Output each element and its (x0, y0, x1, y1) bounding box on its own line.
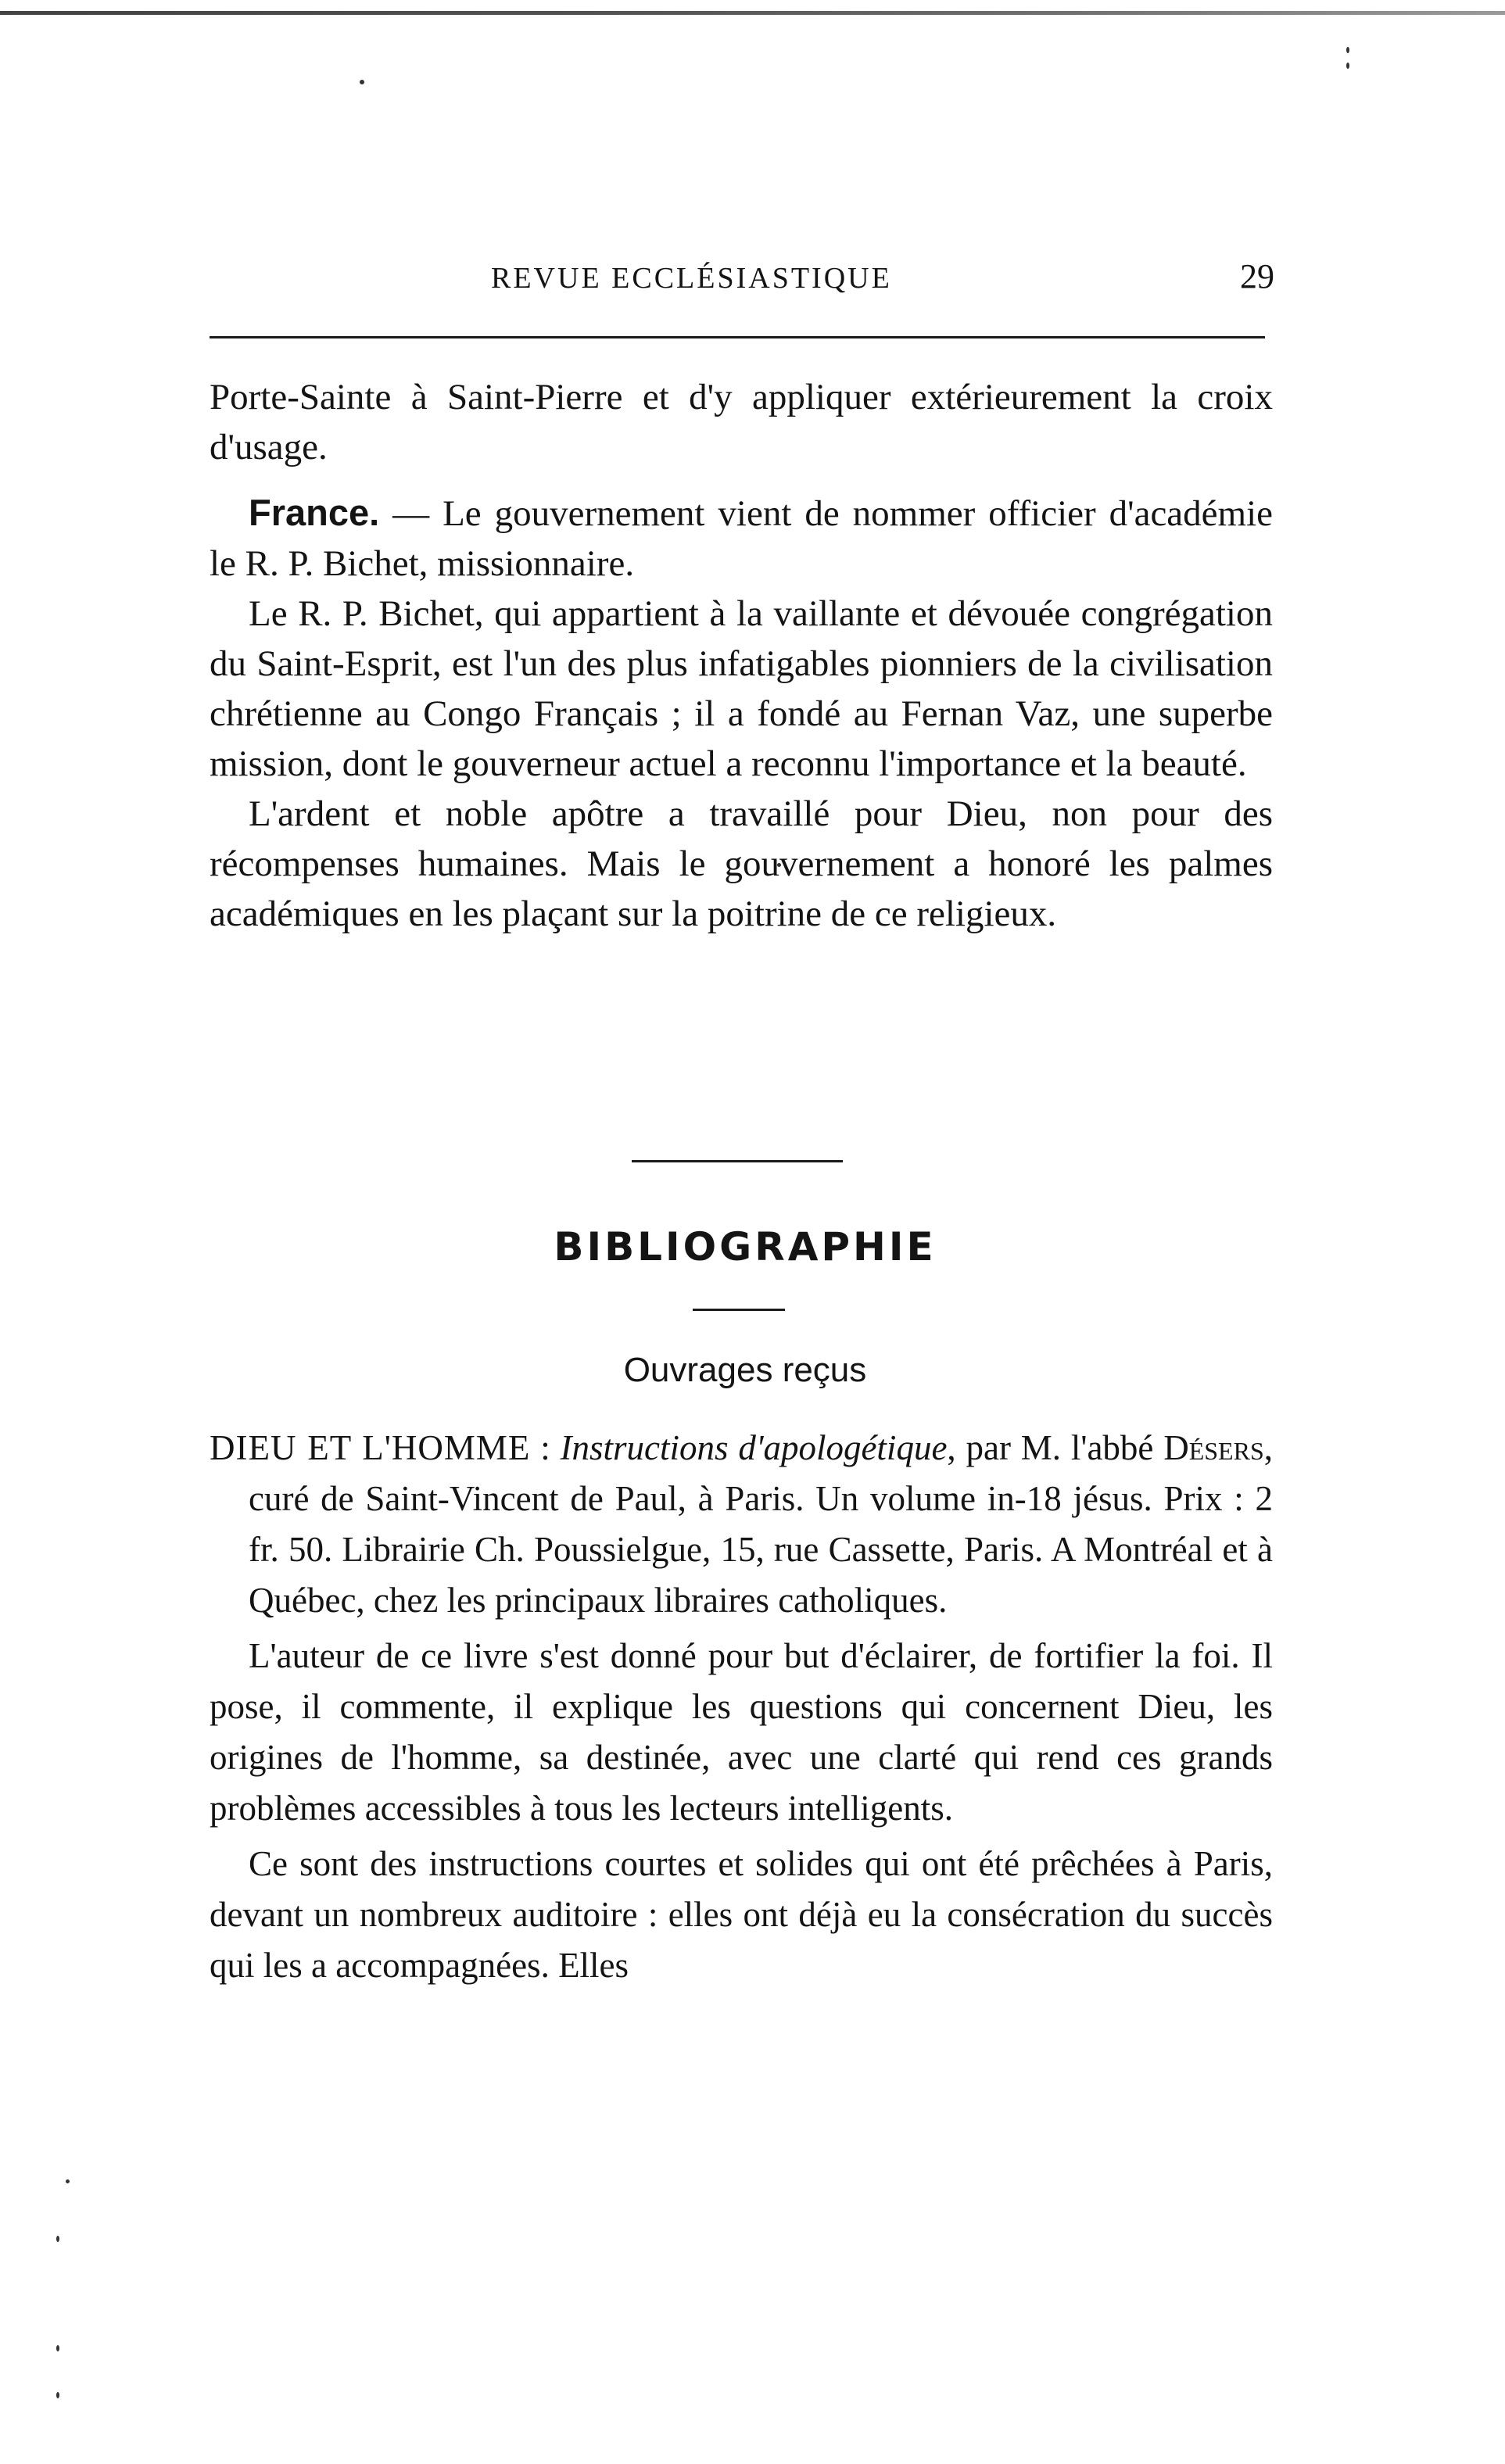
review-paragraph: L'auteur de ce livre s'est donné pour but d'éclairer, de fortifier la foi. Il pose, il commente, il explique les questions qui concernent Dieu, les origines de l'homme, sa destinée, avec une clarté qui rend ces grands problèmes accessibles à tous les lecteurs intelligents. (210, 1636, 1273, 1828)
scan-top-edge (0, 11, 1505, 15)
entry-by: , par M. l'abbé (947, 1428, 1164, 1467)
section-title: BIBLIOGRAPHIE (554, 1224, 937, 1270)
entry-colon: : (530, 1428, 561, 1467)
title-underline-rule (693, 1309, 785, 1311)
paragraph-france (210, 488, 1273, 589)
page-number: 29 (1240, 257, 1274, 295)
section-separator-rule (632, 1160, 843, 1162)
section-subtitle: Ouvrages reçus (623, 1351, 867, 1389)
bibliography-section (210, 1423, 1273, 1991)
running-head (210, 256, 1281, 303)
news-section (210, 372, 1273, 939)
scan-speck (1346, 47, 1349, 53)
paragraph-apostle: L'ardent et noble apôtre a travaillé pour Dieu, non pour des récompenses humaines. Mais le gouvernement a honoré les palmes académiques en les plaçant sur la poitrine de ce religieux. (210, 793, 1273, 934)
header-rule (210, 336, 1265, 338)
entry-details: , curé de Saint-Vincent de Paul, à Paris. Un volume in-18 jésus. Prix : 2 fr. 50. Librairie Ch. Poussielgue, 15, rue Cassette, Paris. A Montréal et à Québec, chez les principaux libraires catholiques. (249, 1428, 1273, 1620)
review-paragraph: Ce sont des instructions courtes et solides qui ont été prêchées à Paris, devant un nombreux auditoire : elles ont déjà eu la consécration du succès qui les a accompagnées. Elles (210, 1844, 1273, 1985)
scan-speck (1346, 63, 1349, 69)
scan-speck (56, 2392, 59, 2398)
france-label: France. (249, 492, 380, 533)
scan-speck (66, 2179, 70, 2183)
paragraph-continuation: Porte-Sainte à Saint-Pierre et d'y appliquer extérieurement la croix d'usage. (210, 377, 1273, 467)
entry-subtitle: Instructions d'apologétique (560, 1428, 948, 1467)
france-text: — Le gouvernement vient de nommer officier d'académie le R. P. Bichet, missionnaire. (210, 493, 1273, 584)
scan-speck (56, 2345, 59, 2351)
bibliography-entry (210, 1423, 1273, 1626)
paragraph-bichet: Le R. P. Bichet, qui appartient à la vaillante et dévouée congrégation du Saint-Esprit, est l'un des plus infatigables pionniers de la civilisation chrétienne au Congo Français ; il a fondé au Fernan Vaz, une superbe mission, dont le gouverneur actuel a reconnu l'importance et la beauté. (210, 593, 1273, 784)
entry-author: Désers (1163, 1428, 1264, 1467)
scan-speck (56, 2236, 59, 2242)
scan-speck (360, 80, 364, 84)
running-title: REVUE ECCLÉSIASTIQUE (491, 262, 892, 295)
entry-title: DIEU ET L'HOMME (210, 1428, 531, 1467)
